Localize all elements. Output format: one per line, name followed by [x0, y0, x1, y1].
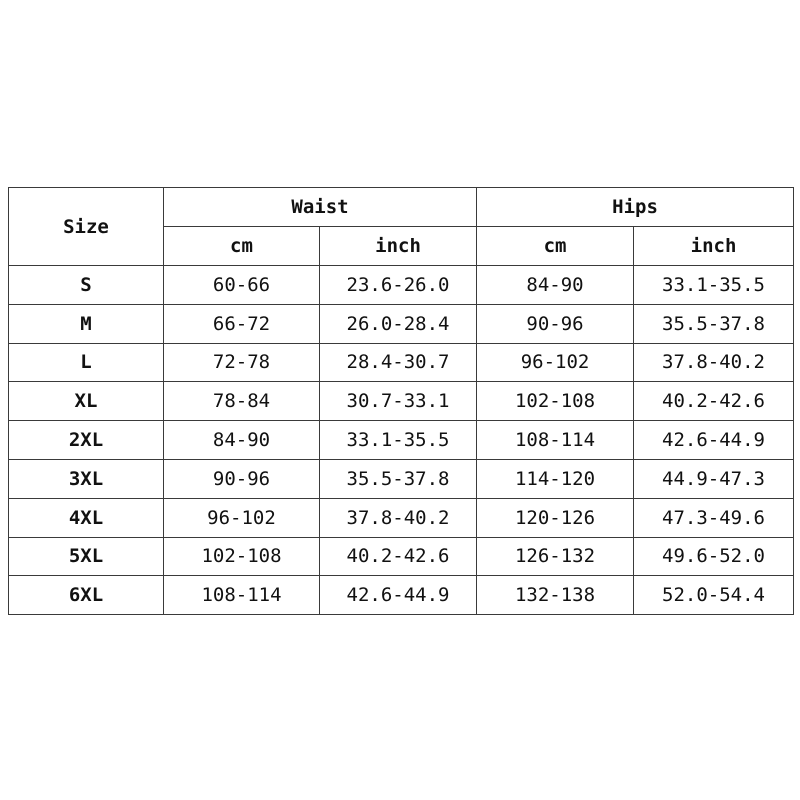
size-cell: L: [9, 343, 164, 382]
waist-inch-cell: 35.5-37.8: [320, 459, 477, 498]
waist-inch-header: inch: [320, 227, 477, 266]
waist-inch-cell: 30.7-33.1: [320, 382, 477, 421]
waist-cm-header: cm: [164, 227, 320, 266]
waist-cm-cell: 78-84: [164, 382, 320, 421]
hips-cm-cell: 102-108: [477, 382, 634, 421]
size-cell: S: [9, 266, 164, 305]
hips-inch-cell: 37.8-40.2: [634, 343, 794, 382]
table-row: [9, 459, 794, 498]
hips-cm-cell: 132-138: [477, 576, 634, 615]
waist-cm-cell: 66-72: [164, 304, 320, 343]
hips-inch-cell: 42.6-44.9: [634, 421, 794, 460]
waist-cm-cell: 84-90: [164, 421, 320, 460]
size-cell: 4XL: [9, 498, 164, 537]
size-column-header: Size: [9, 188, 164, 266]
size-cell: XL: [9, 382, 164, 421]
waist-cm-cell: 72-78: [164, 343, 320, 382]
table-row: [9, 266, 794, 305]
waist-inch-cell: 40.2-42.6: [320, 537, 477, 576]
hips-inch-cell: 40.2-42.6: [634, 382, 794, 421]
waist-group-header: Waist: [164, 188, 477, 227]
table-row: [9, 498, 794, 537]
waist-inch-cell: 37.8-40.2: [320, 498, 477, 537]
hips-inch-cell: 35.5-37.8: [634, 304, 794, 343]
waist-cm-cell: 96-102: [164, 498, 320, 537]
waist-inch-cell: 42.6-44.9: [320, 576, 477, 615]
header-row-groups: [9, 188, 794, 227]
table-row: [9, 382, 794, 421]
table-row: [9, 421, 794, 460]
hips-inch-cell: 44.9-47.3: [634, 459, 794, 498]
waist-inch-cell: 26.0-28.4: [320, 304, 477, 343]
waist-cm-cell: 90-96: [164, 459, 320, 498]
waist-inch-cell: 33.1-35.5: [320, 421, 477, 460]
size-cell: 3XL: [9, 459, 164, 498]
hips-cm-cell: 108-114: [477, 421, 634, 460]
hips-inch-cell: 33.1-35.5: [634, 266, 794, 305]
waist-cm-cell: 60-66: [164, 266, 320, 305]
hips-cm-cell: 120-126: [477, 498, 634, 537]
waist-cm-cell: 108-114: [164, 576, 320, 615]
size-cell: M: [9, 304, 164, 343]
size-cell: 5XL: [9, 537, 164, 576]
table-row: [9, 537, 794, 576]
hips-cm-cell: 126-132: [477, 537, 634, 576]
waist-cm-cell: 102-108: [164, 537, 320, 576]
hips-inch-cell: 47.3-49.6: [634, 498, 794, 537]
size-cell: 2XL: [9, 421, 164, 460]
waist-inch-cell: 23.6-26.0: [320, 266, 477, 305]
hips-cm-cell: 114-120: [477, 459, 634, 498]
hips-inch-cell: 49.6-52.0: [634, 537, 794, 576]
hips-inch-cell: 52.0-54.4: [634, 576, 794, 615]
hips-group-header: Hips: [477, 188, 794, 227]
size-chart-table: [8, 187, 794, 615]
waist-inch-cell: 28.4-30.7: [320, 343, 477, 382]
hips-cm-header: cm: [477, 227, 634, 266]
hips-inch-header: inch: [634, 227, 794, 266]
table-row: [9, 343, 794, 382]
size-cell: 6XL: [9, 576, 164, 615]
hips-cm-cell: 90-96: [477, 304, 634, 343]
table-row: [9, 304, 794, 343]
hips-cm-cell: 84-90: [477, 266, 634, 305]
hips-cm-cell: 96-102: [477, 343, 634, 382]
table-row: [9, 576, 794, 615]
